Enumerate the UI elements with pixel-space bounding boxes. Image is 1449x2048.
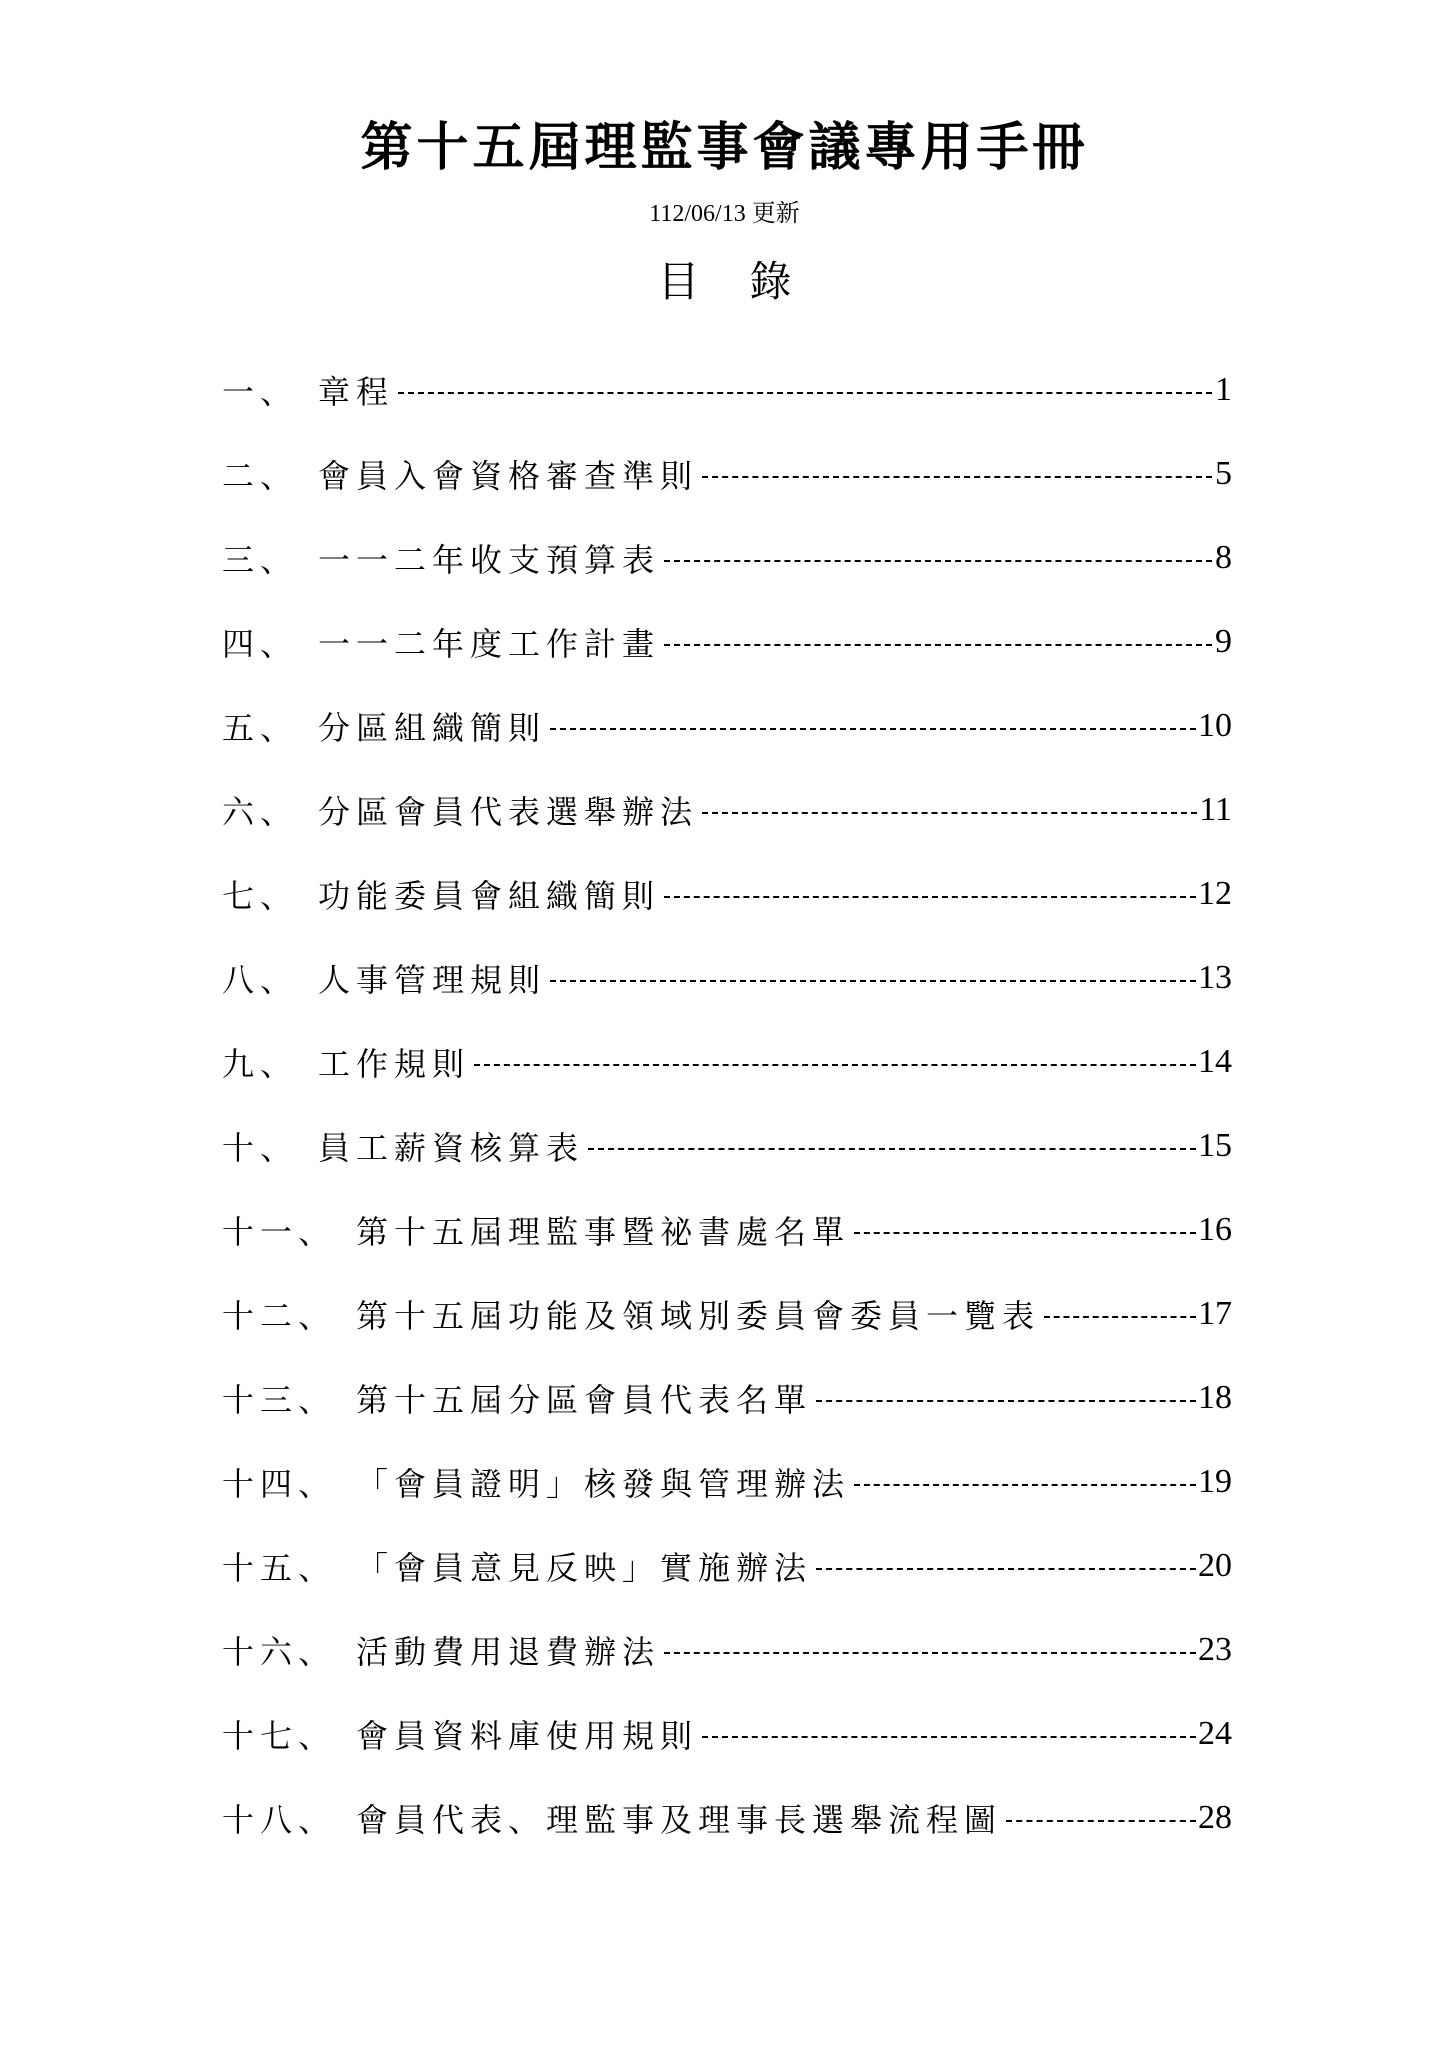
entry-title: 分區會員代表選舉辦法: [318, 793, 699, 831]
entry-page-number: 10: [1198, 707, 1232, 744]
dash-leader: [702, 812, 1197, 814]
entry-page-number: 9: [1215, 623, 1232, 660]
entry-title: 活動費用退費辦法: [356, 1633, 661, 1671]
entry-page-number: 20: [1198, 1547, 1232, 1584]
entry-number: 五、: [222, 709, 299, 747]
entry-number: 十、: [222, 1129, 299, 1167]
entry-page-number: 23: [1198, 1631, 1232, 1668]
entry-number: 三、: [222, 541, 299, 579]
entry-title: 員工薪資核算表: [318, 1129, 585, 1167]
entry-number: 十六、: [222, 1633, 337, 1671]
entry-number: 九、: [222, 1045, 299, 1083]
entry-number: 十七、: [222, 1717, 337, 1755]
dash-leader: [816, 1400, 1196, 1402]
entry-number: 一、: [222, 373, 299, 411]
entry-title: 「會員意見反映」實施辦法: [356, 1549, 813, 1587]
entry-page-number: 13: [1198, 959, 1232, 996]
entry-title: 第十五屆功能及領域別委員會委員一覽表: [356, 1297, 1041, 1335]
toc-entry: [222, 1104, 1232, 1188]
toc-entry: [222, 936, 1232, 1020]
dash-leader: [550, 980, 1196, 982]
entry-page-number: 24: [1198, 1715, 1232, 1752]
entry-page-number: 8: [1215, 539, 1232, 576]
entry-page-number: 1: [1215, 371, 1232, 408]
toc-entry: [222, 1608, 1232, 1692]
entry-number: 十八、: [222, 1801, 337, 1839]
entry-title: 一一二年度工作計畫: [318, 625, 661, 663]
toc-entry: [222, 600, 1232, 684]
dash-leader: [854, 1232, 1196, 1234]
entry-title: 「會員證明」核發與管理辦法: [356, 1465, 851, 1503]
dash-leader: [664, 560, 1212, 562]
entry-title: 一一二年收支預算表: [318, 541, 661, 579]
entry-title: 工作規則: [318, 1045, 471, 1083]
entry-page-number: 17: [1198, 1295, 1232, 1332]
dash-leader: [854, 1484, 1196, 1486]
table-of-contents: [222, 348, 1232, 1860]
toc-entry: [222, 1440, 1232, 1524]
toc-entry: [222, 1272, 1232, 1356]
entry-title: 第十五屆理監事暨祕書處名單: [356, 1213, 851, 1251]
dash-leader: [1044, 1316, 1196, 1318]
toc-entry: [222, 432, 1232, 516]
dash-leader: [550, 728, 1196, 730]
entry-page-number: 11: [1199, 791, 1232, 828]
entry-number: 十四、: [222, 1465, 337, 1503]
entry-title: 會員資料庫使用規則: [356, 1717, 699, 1755]
entry-number: 八、: [222, 961, 299, 999]
dash-leader: [702, 476, 1212, 478]
entry-number: 十一、: [222, 1213, 337, 1251]
dash-leader: [816, 1568, 1196, 1570]
toc-entry: [222, 1524, 1232, 1608]
dash-leader: [702, 1736, 1196, 1738]
entry-title: 第十五屆分區會員代表名單: [356, 1381, 813, 1419]
toc-entry: [222, 852, 1232, 936]
toc-entry: [222, 1776, 1232, 1860]
toc-entry: [222, 768, 1232, 852]
toc-entry: [222, 1692, 1232, 1776]
dash-leader: [664, 896, 1196, 898]
entry-page-number: 14: [1198, 1043, 1232, 1080]
entry-page-number: 5: [1215, 455, 1232, 492]
dash-leader: [664, 1652, 1196, 1654]
dash-leader: [664, 644, 1212, 646]
entry-title: 人事管理規則: [318, 961, 547, 999]
entry-title: 章程: [318, 373, 395, 411]
dash-leader: [398, 392, 1212, 394]
entry-number: 四、: [222, 625, 299, 663]
entry-page-number: 15: [1198, 1127, 1232, 1164]
entry-page-number: 16: [1198, 1211, 1232, 1248]
toc-entry: [222, 1188, 1232, 1272]
entry-page-number: 18: [1198, 1379, 1232, 1416]
entry-title: 會員代表、理監事及理事長選舉流程圖: [356, 1801, 1003, 1839]
toc-entry: [222, 516, 1232, 600]
toc-heading: 目錄: [657, 257, 842, 306]
entry-title: 會員入會資格審查準則: [318, 457, 699, 495]
entry-number: 十二、: [222, 1297, 337, 1335]
dash-leader: [474, 1064, 1196, 1066]
entry-number: 六、: [222, 793, 299, 831]
entry-number: 十五、: [222, 1549, 337, 1587]
entry-title: 功能委員會組織簡則: [318, 877, 661, 915]
entry-number: 七、: [222, 877, 299, 915]
document-title: 第十五屆理監事會議專用手冊: [360, 117, 1089, 178]
entry-number: 十三、: [222, 1381, 337, 1419]
entry-page-number: 19: [1198, 1463, 1232, 1500]
toc-entry: [222, 1020, 1232, 1104]
entry-page-number: 12: [1198, 875, 1232, 912]
entry-title: 分區組織簡則: [318, 709, 547, 747]
toc-entry: [222, 348, 1232, 432]
entry-number: 二、: [222, 457, 299, 495]
toc-entry: [222, 684, 1232, 768]
entry-page-number: 28: [1198, 1799, 1232, 1836]
update-date: 112/06/13 更新: [649, 201, 800, 227]
dash-leader: [1006, 1820, 1196, 1822]
dash-leader: [588, 1148, 1196, 1150]
toc-entry: [222, 1356, 1232, 1440]
